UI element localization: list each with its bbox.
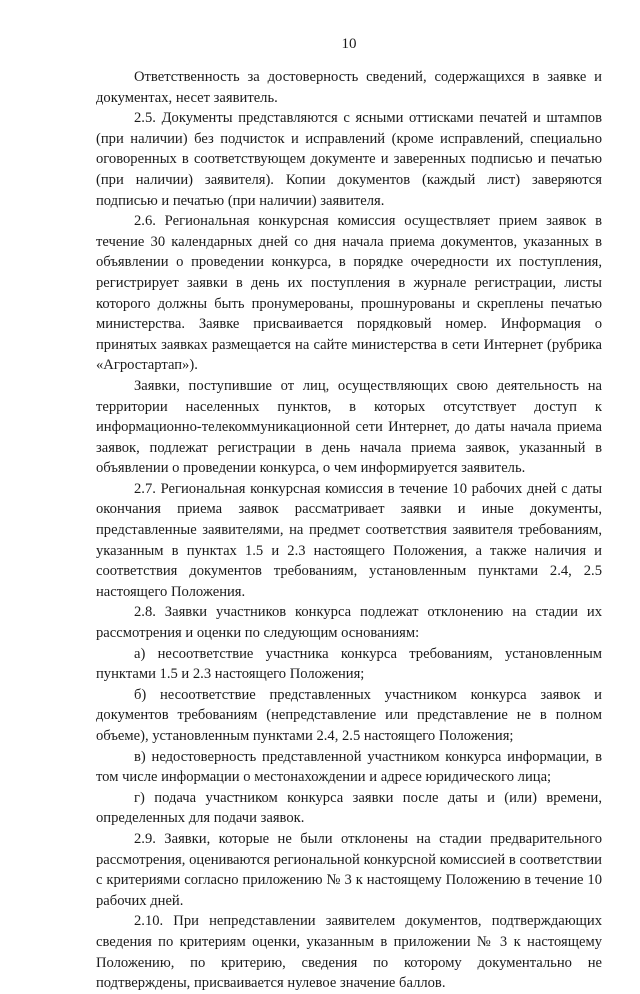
document-body <box>96 67 602 994</box>
paragraph-2-8-a: а) несоответствие участника конкурса требованиям, установленным пунктами 1.5 и 2.3 настоящего Положения; <box>96 645 602 683</box>
paragraph-2-8-v: в) недостоверность представленной участником конкурса информации, в том числе информации о местонахождении и адресе юридического лица; <box>96 748 602 786</box>
page-number: 10 <box>341 36 357 52</box>
paragraph-2-7: 2.7. Региональная конкурсная комиссия в течение 10 рабочих дней с даты окончания приема заявок рассматривает заявки и иные документы, представленные заявителями, на предмет соответствия заявителя требованиям, указанным в пунктах 1.5 и 2.3 настоящего Положения, а также наличия и соответствия документов требованиям, установленным пунктами 2.4, 2.5 настоящего Положения. <box>96 480 602 600</box>
paragraph-responsibility: Ответственность за достоверность сведений, содержащихся в заявке и документах, несет заявитель. <box>96 69 602 106</box>
paragraph-2-5: 2.5. Документы представляются с ясными оттисками печатей и штампов (при наличии) без подчисток и исправлений (кроме исправлений, специально оговоренных в соответствующем документе и заверенных подписью и печатью (при наличии) заявителя). Копии документов (каждый лист) заверяются подписью и печатью (при наличии) заявителя. <box>96 110 602 209</box>
paragraph-2-6-no-internet: Заявки, поступившие от лиц, осуществляющих свою деятельность на территории населенных пунктов, в которых отсутствует доступ к информационно-телекоммуникационной сети Интернет, до даты начала приема заявок, подлежат регистрации в день начала приема заявок, указанный в объявлении о проведении конкурса, о чем информируется заявитель. <box>96 377 602 477</box>
paragraph-2-6: 2.6. Региональная конкурсная комиссия осуществляет прием заявок в течение 30 календарных дней со дня начала приема документов, указанных в объявлении о проведении конкурса, в порядке очередности их поступления, регистрирует заявки в день их поступления в журнале регистрации, листы которого должны быть пронумерованы, прошнурованы и скреплены печатью министерства. Заявке присваивается порядковый номер. Информация о принятых заявках размещается на сайте министерства в сети Интернет (рубрика «Агростартап»). <box>96 213 602 374</box>
paragraph-2-8-b: б) несоответствие представленных участником конкурса заявок и документов требованиям (непредставление или представление не в полном объеме), установленным пунктами 2.4, 2.5 настоящего Положения; <box>96 686 602 744</box>
paragraph-2-10: 2.10. При непредставлении заявителем документов, подтверждающих сведения по критериям оценки, указанным в приложении № 3 к настоящему Положению, по критерию, сведения по которому документально не подтверждены, присваивается нулевое значение баллов. <box>96 913 602 992</box>
paragraph-2-9: 2.9. Заявки, которые не были отклонены на стадии предварительного рассмотрения, оцениваются региональной конкурсной комиссией в соответствии с критериями согласно приложению № 3 к настоящему Положению в течение 10 рабочих дней. <box>96 830 602 909</box>
paragraph-2-8-g: г) подача участником конкурса заявки после даты и (или) времени, определенных для подачи заявок. <box>96 789 602 827</box>
paragraph-2-8: 2.8. Заявки участников конкурса подлежат отклонению на стадии их рассмотрения и оценки по следующим основаниям: <box>96 604 602 642</box>
